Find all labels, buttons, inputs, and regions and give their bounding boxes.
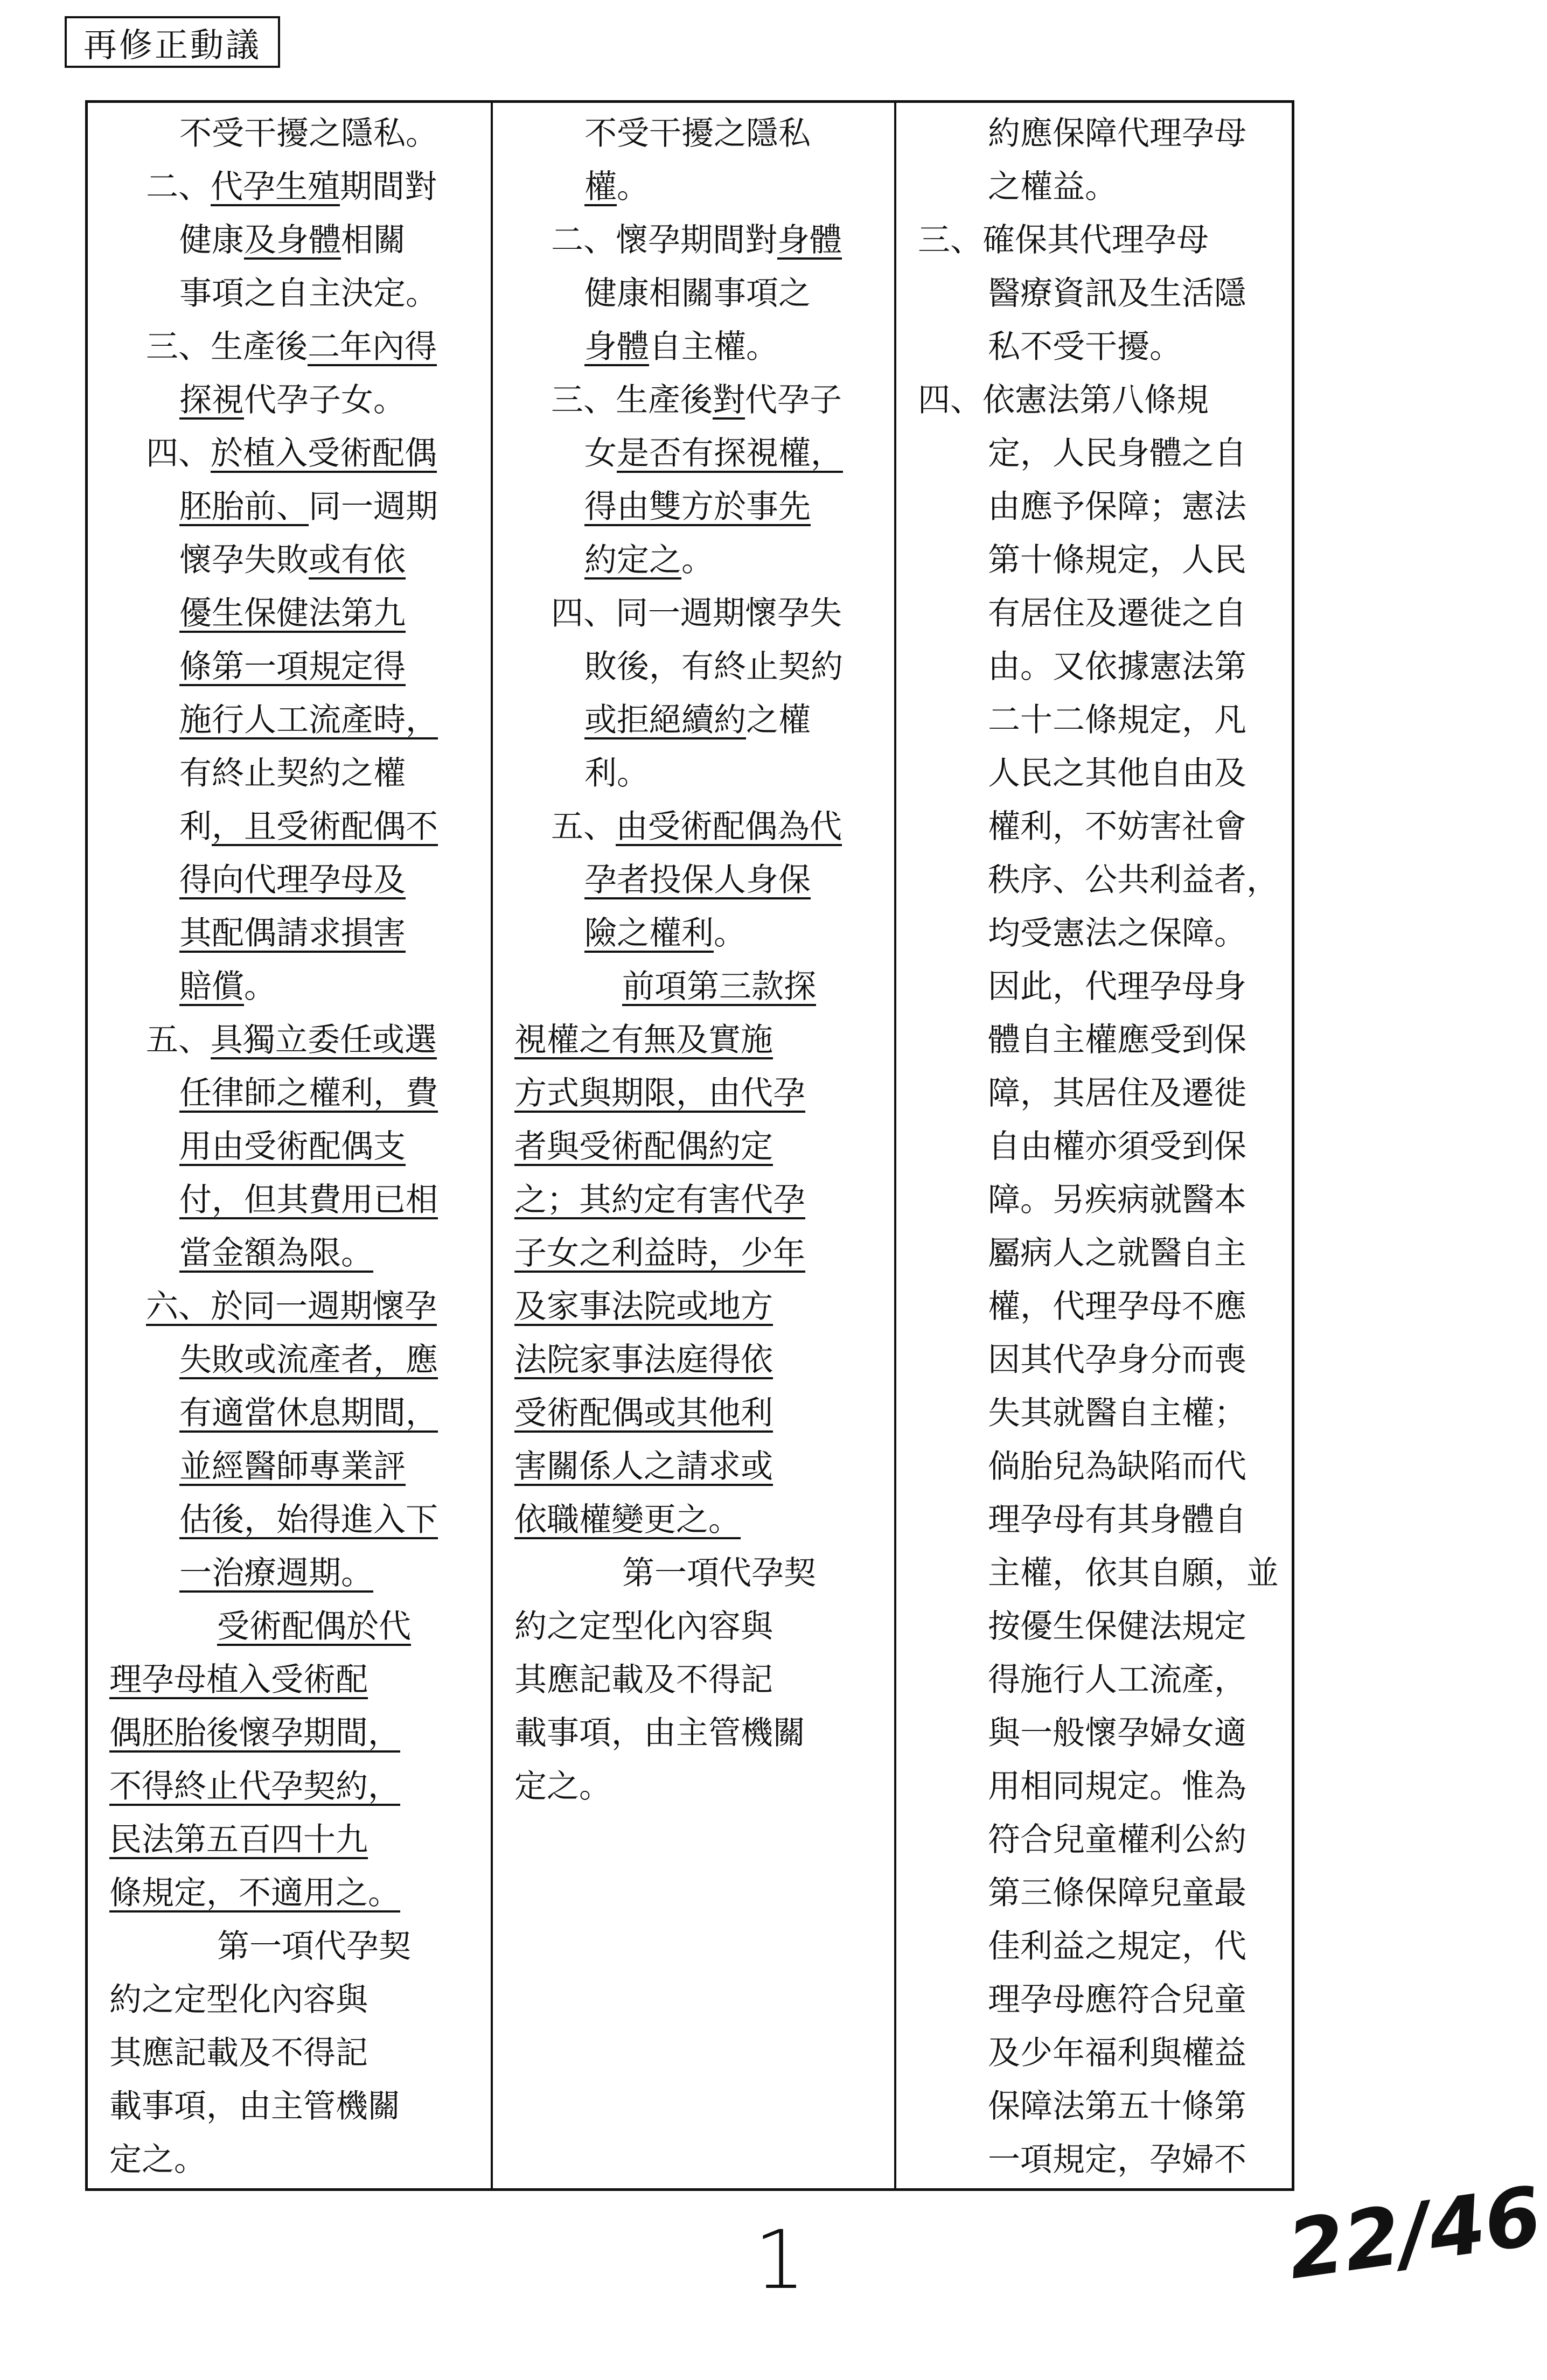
text-segment: 不受干擾之隱私 [584,115,811,152]
text-line [918,1493,1279,1547]
text-line [918,2133,1279,2187]
text-line [109,2080,475,2133]
text-line [514,747,878,800]
text-segment: 主權，依其自願，並 [988,1554,1279,1592]
text-line [514,1440,878,1493]
underlined-text: 探視 [179,381,244,419]
underlined-text: 害關係人之請求或 [514,1448,773,1485]
text-segment: 與一般懷孕婦女適 [988,1714,1246,1752]
underlined-text: 依職權變更之。 [514,1501,741,1539]
text-line [918,1067,1279,1120]
document-tag: 再修正動議 [65,16,280,68]
underlined-text: 估後，始得進入下 [179,1501,438,1539]
text-segment: 障，其居住及遷徙 [988,1074,1246,1112]
text-segment: 有終止契約之權 [179,755,406,792]
underlined-text: 不得終止代孕契約， [109,1768,400,1805]
text-line [109,320,475,374]
text-line [109,1920,475,1973]
text-segment: 其應記載及不得記 [109,2034,368,2072]
underlined-text: 偶胚胎後懷孕期間， [109,1714,400,1752]
text-line [514,427,878,480]
underlined-text: 於植入受術配偶 [211,435,437,472]
text-line [109,1227,475,1280]
underlined-text: 子女之利益時，少年 [514,1234,805,1272]
underlined-text: 理孕母植入受術配 [109,1661,368,1699]
text-segment: 屬病人之就醫自主 [988,1234,1246,1272]
text-segment: 同一週期 [309,488,438,526]
underlined-text: ，且受術配偶不 [212,808,438,846]
text-line [918,800,1279,854]
text-line [109,267,475,320]
underlined-text: 或拒絕續約 [584,701,746,739]
text-segment: 定之。 [109,2141,206,2179]
text-line [514,960,878,1014]
text-line [514,1227,878,1280]
text-segment: 健康 [179,221,244,259]
text-segment: 權，代理孕母不應 [988,1288,1246,1325]
text-line [109,374,475,427]
text-segment: 女 [584,435,617,472]
text-line [109,1813,475,1867]
text-line [918,107,1279,160]
underlined-text: 前項第三款探 [622,968,816,1006]
text-line [918,1227,1279,1280]
text-segment: 事項之自主決定。 [179,275,438,312]
text-line [109,2133,475,2187]
underlined-text: 或有依 [309,541,406,579]
text-segment: 因此，代理孕母身 [988,968,1246,1006]
text-line [109,1067,475,1120]
text-line [514,800,878,854]
text-line [109,640,475,694]
text-line [514,1174,878,1227]
text-segment: 代孕子 [745,381,842,419]
text-segment: 佳利益之規定，代 [988,1928,1246,1965]
text-line [109,534,475,587]
text-line [109,107,475,160]
text-line [918,1973,1279,2027]
text-line [918,1867,1279,1920]
text-line [918,267,1279,320]
underlined-text: 及身體 [244,221,341,259]
text-line [109,587,475,640]
text-line [109,1387,475,1440]
text-segment: 載事項，由主管機關 [514,1714,805,1752]
text-segment: 第十條規定，人民 [988,541,1246,579]
underlined-text: 失敗或流產者，應 [179,1341,438,1379]
text-segment: 符合兒童權利公約 [988,1821,1246,1859]
underlined-text: 權 [584,168,617,206]
underlined-text: 方式與期限，由代孕 [514,1074,805,1112]
text-line [109,1707,475,1760]
underlined-text: 施行人工流產時， [179,701,438,739]
document-table [85,100,1294,2191]
text-line [918,320,1279,374]
underlined-text: 用由受術配偶支 [179,1128,406,1165]
underlined-text: 賠償 [179,968,244,1006]
text-line [918,1707,1279,1760]
text-line [109,1280,475,1334]
underlined-text: 者與受術配偶約定 [514,1128,773,1165]
text-line [514,107,878,160]
underlined-text: 一治療週期。 [179,1554,373,1592]
text-segment: 倘胎兒為缺陷而代 [988,1448,1246,1485]
text-segment: 用相同規定。惟為 [988,1768,1246,1805]
text-line [514,1120,878,1174]
text-segment: 不受干擾之隱私。 [179,115,438,152]
text-line [918,1813,1279,1867]
text-segment: 利。 [584,755,649,792]
underlined-text: 身體 [584,328,649,366]
text-segment: 期間對 [340,168,437,206]
text-line [109,960,475,1014]
underlined-text: 有適當休息期間， [179,1394,438,1432]
text-segment: 之權益。 [988,168,1117,206]
text-segment: 。 [244,968,276,1006]
column-1 [88,103,493,2188]
text-line [918,2080,1279,2133]
text-segment: 四、依憲法第八條規 [918,381,1209,419]
text-segment: 代孕子女。 [244,381,406,419]
text-line [918,1600,1279,1653]
text-line [109,1600,475,1653]
text-segment: 五、 [146,1021,211,1059]
underlined-text: 民法第五百四十九 [109,1821,368,1859]
underlined-text: 任律師之權利，費 [179,1074,438,1112]
text-segment: 私不受干擾。 [988,328,1182,366]
text-line [514,267,878,320]
text-segment: 一項規定，孕婦不 [988,2141,1246,2179]
text-line [918,1653,1279,1707]
text-line [918,694,1279,747]
text-line [918,2027,1279,2080]
underlined-text: 付，但其費用已相 [179,1181,438,1219]
text-line [918,1920,1279,1973]
text-line [918,907,1279,960]
text-segment: 。 [617,168,649,206]
text-segment: 之權 [746,701,811,739]
text-segment: 理孕母有其身體自 [988,1501,1246,1539]
underlined-text: 法院家事法庭得依 [514,1341,773,1379]
text-line [514,1707,878,1760]
text-segment: 約應保障代理孕母 [988,115,1246,152]
text-segment: 障。另疾病就醫本 [988,1181,1246,1219]
text-line [918,480,1279,534]
text-line [109,1174,475,1227]
text-line [109,854,475,907]
text-segment: 載事項，由主管機關 [109,2088,400,2125]
underlined-text: 具獨立委任或選 [211,1021,437,1059]
text-line [514,854,878,907]
text-segment: 由應予保障；憲法 [988,488,1246,526]
text-segment: 約之定型化內容與 [109,1981,368,2019]
underlined-text: 代孕生殖 [211,168,340,206]
text-line [514,1280,878,1334]
underlined-text: 其配偶請求損害 [179,915,406,952]
text-line [109,1014,475,1067]
text-segment: 秩序、公共利益者， [988,861,1279,899]
text-line [109,747,475,800]
text-segment: 理孕母應符合兒童 [988,1981,1246,2019]
text-line [918,160,1279,214]
text-segment: 。 [681,541,714,579]
text-line [514,1067,878,1120]
text-line [514,480,878,534]
text-line [514,160,878,214]
text-line [918,1120,1279,1174]
text-line [514,1653,878,1707]
text-line [514,1600,878,1653]
text-line [109,480,475,534]
column-2 [493,103,896,2188]
text-line [918,747,1279,800]
text-line [109,1867,475,1920]
text-line [109,2027,475,2080]
underlined-text: 條規定，不適用之。 [109,1874,400,1912]
text-segment: 醫療資訊及生活隱 [988,275,1246,312]
text-line [109,1493,475,1547]
underlined-text: 是否有探視權， [617,435,843,472]
underlined-text: 六、於同一週期懷孕 [146,1288,437,1325]
text-segment: 均受憲法之保障。 [988,915,1246,952]
text-line [109,214,475,267]
text-line [109,1760,475,1813]
text-line [514,534,878,587]
text-segment: 其應記載及不得記 [514,1661,773,1699]
text-segment: 懷孕失敗 [179,541,309,579]
text-line [514,694,878,747]
text-line [514,1334,878,1387]
text-segment: 健康相關事項之 [584,275,811,312]
underlined-text: 當金額為限。 [179,1234,373,1272]
underlined-text: 條第一項規定得 [179,648,406,686]
text-line [918,1334,1279,1387]
page-number: 1 [754,2214,806,2307]
text-line [918,1547,1279,1600]
text-segment: 四、同一週期懷孕失 [551,595,842,632]
text-segment: 三、生產後 [551,381,713,419]
text-segment: 第一項代孕契 [217,1928,411,1965]
underlined-text: 及家事法院或地方 [514,1288,773,1325]
text-line [109,1120,475,1174]
text-line [514,1760,878,1813]
text-segment: 五、 [551,808,616,846]
text-line [514,1493,878,1547]
text-line [109,1334,475,1387]
text-segment: 權利，不妨害社會 [988,808,1246,846]
text-segment: 由。又依據憲法第 [988,648,1246,686]
text-segment: 有居住及遷徙之自 [988,595,1246,632]
text-line [918,640,1279,694]
text-segment: 體自主權應受到保 [988,1021,1246,1059]
text-line [109,1653,475,1707]
text-segment: 二十二條規定，凡 [988,701,1246,739]
text-line [918,1387,1279,1440]
text-segment: 保障法第五十條第 [988,2088,1246,2125]
text-segment: 自由權亦須受到保 [988,1128,1246,1165]
text-segment: 失其就醫自主權； [988,1394,1246,1432]
column-3 [896,103,1295,2188]
underlined-text: 對 [713,381,745,419]
text-line [109,1973,475,2027]
text-line [918,534,1279,587]
text-segment: 第一項代孕契 [622,1554,816,1592]
text-line [918,854,1279,907]
text-line [109,427,475,480]
text-line [918,1440,1279,1493]
text-segment: 人民之其他自由及 [988,755,1246,792]
text-line [109,800,475,854]
text-segment: 按優生保健法規定 [988,1608,1246,1645]
underlined-text: 由受術配偶為代 [616,808,842,846]
text-segment: 。 [714,915,746,952]
underlined-text: 視權之有無及實施 [514,1021,773,1059]
underlined-text: 並經醫師專業評 [179,1448,406,1485]
underlined-text: 二年內得 [308,328,437,366]
text-segment: 二、 [146,168,211,206]
handwritten-page-count: 22/46 [1282,2169,1547,2298]
text-line [514,1547,878,1600]
underlined-text: 得向代理孕母及 [179,861,406,899]
text-segment: 三、確保其代理孕母 [918,221,1209,259]
text-line [918,587,1279,640]
text-segment: 利 [179,808,212,846]
text-line [918,427,1279,480]
text-segment: 定之。 [514,1768,611,1805]
text-segment: 因其代孕身分而喪 [988,1341,1246,1379]
underlined-text: 之；其約定有害代孕 [514,1181,805,1219]
text-line [918,214,1279,267]
text-line [109,694,475,747]
text-line [109,907,475,960]
underlined-text: 得由雙方於事先 [584,488,811,526]
text-segment: 二、懷孕期間對 [551,221,777,259]
text-line [514,640,878,694]
text-line [109,1440,475,1493]
text-segment: 相關 [341,221,406,259]
underlined-text: 身體 [777,221,842,259]
underlined-text: 受術配偶於代 [217,1608,411,1645]
text-line [514,587,878,640]
underlined-text: 胚胎前、 [179,488,309,526]
text-segment: 四、 [146,435,211,472]
text-line [918,1280,1279,1334]
text-line [918,374,1279,427]
text-line [514,1387,878,1440]
text-segment: 約之定型化內容與 [514,1608,773,1645]
text-line [514,907,878,960]
underlined-text: 優生保健法第九 [179,595,406,632]
text-line [918,1174,1279,1227]
text-line [514,374,878,427]
underlined-text: 孕者投保人身保 [584,861,811,899]
text-line [514,1014,878,1067]
text-line [918,960,1279,1014]
text-segment: 三、生產後 [146,328,308,366]
underlined-text: 險之權利 [584,915,714,952]
text-line [514,320,878,374]
text-segment: 定，人民身體之自 [988,435,1246,472]
text-segment: 自主權。 [649,328,778,366]
text-segment: 敗後，有終止契約 [584,648,843,686]
underlined-text: 約定之 [584,541,681,579]
text-segment: 第三條保障兒童最 [988,1874,1246,1912]
text-line [514,214,878,267]
text-line [918,1014,1279,1067]
text-line [918,1760,1279,1813]
text-line [109,160,475,214]
text-segment: 得施行人工流產， [988,1661,1246,1699]
text-segment: 及少年福利與權益 [988,2034,1246,2072]
text-line [109,1547,475,1600]
underlined-text: 受術配偶或其他利 [514,1394,773,1432]
